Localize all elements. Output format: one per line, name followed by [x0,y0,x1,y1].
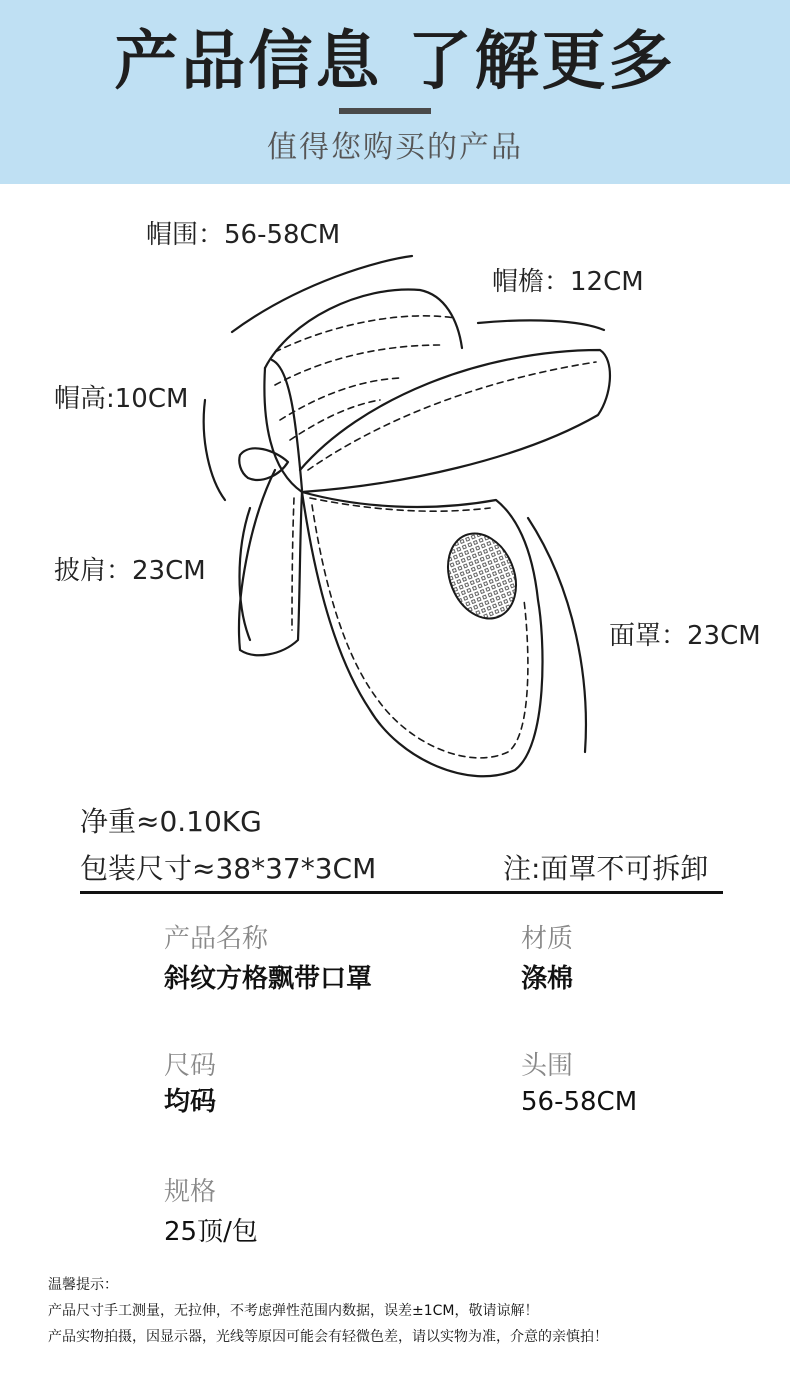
hat-crown [265,290,462,368]
label-hat-height: 帽高:10CM [54,384,189,414]
package-size: 包装尺寸≈38*37*3CM [80,852,377,885]
size-value: 均码 [164,1087,217,1117]
warm-tips [48,1272,608,1350]
label-face-mask: 面罩：23CM [609,621,761,651]
arc-circumference [232,256,412,332]
header-banner [0,0,790,184]
arc-mask [528,518,586,752]
page-title: 产品信息 了解更多 [114,25,676,99]
product-name-label: 产品名称 [164,924,269,954]
tips-title: 温馨提示： [48,1277,118,1293]
size-label: 尺码 [164,1051,217,1081]
page-subtitle: 值得您购买的产品 [267,130,523,165]
hat-illustration [0,184,790,784]
product-name-value: 斜纹方格飘带口罩 [164,964,373,994]
head-circumference-label: 头围 [521,1051,574,1081]
material-value: 涤棉 [521,964,574,994]
mesh-vent [436,523,528,629]
hat-face-mask [302,492,543,776]
net-weight: 净重≈0.10KG [80,805,262,838]
tips-line-1: 产品尺寸手工测量，无拉伸，不考虑弹性范围内数据，误差±1CM，敬请谅解！ [48,1303,539,1319]
tips-line-2: 产品实物拍摄，因显示器，光线等原因可能会有轻微色差，请以实物为准，介意的亲慎拍！ [48,1329,608,1345]
hat-shawl [239,470,302,655]
label-brim-circumference: 帽围：56-58CM [146,220,341,250]
material-label: 材质 [521,924,574,954]
hat-bow [239,448,288,480]
spec-label: 规格 [164,1177,217,1207]
label-brim-width: 帽檐：12CM [492,267,644,297]
arc-height [204,400,225,500]
arc-brim [478,320,604,330]
mask-note: 注:面罩不可拆卸 [503,852,709,885]
head-circumference-value: 56-58CM [521,1087,638,1117]
title-underline [339,108,431,114]
hat-brim [300,350,610,492]
spec-value: 25顶/包 [164,1217,258,1247]
spec-divider [80,891,723,894]
label-shawl: 披肩：23CM [54,556,206,586]
